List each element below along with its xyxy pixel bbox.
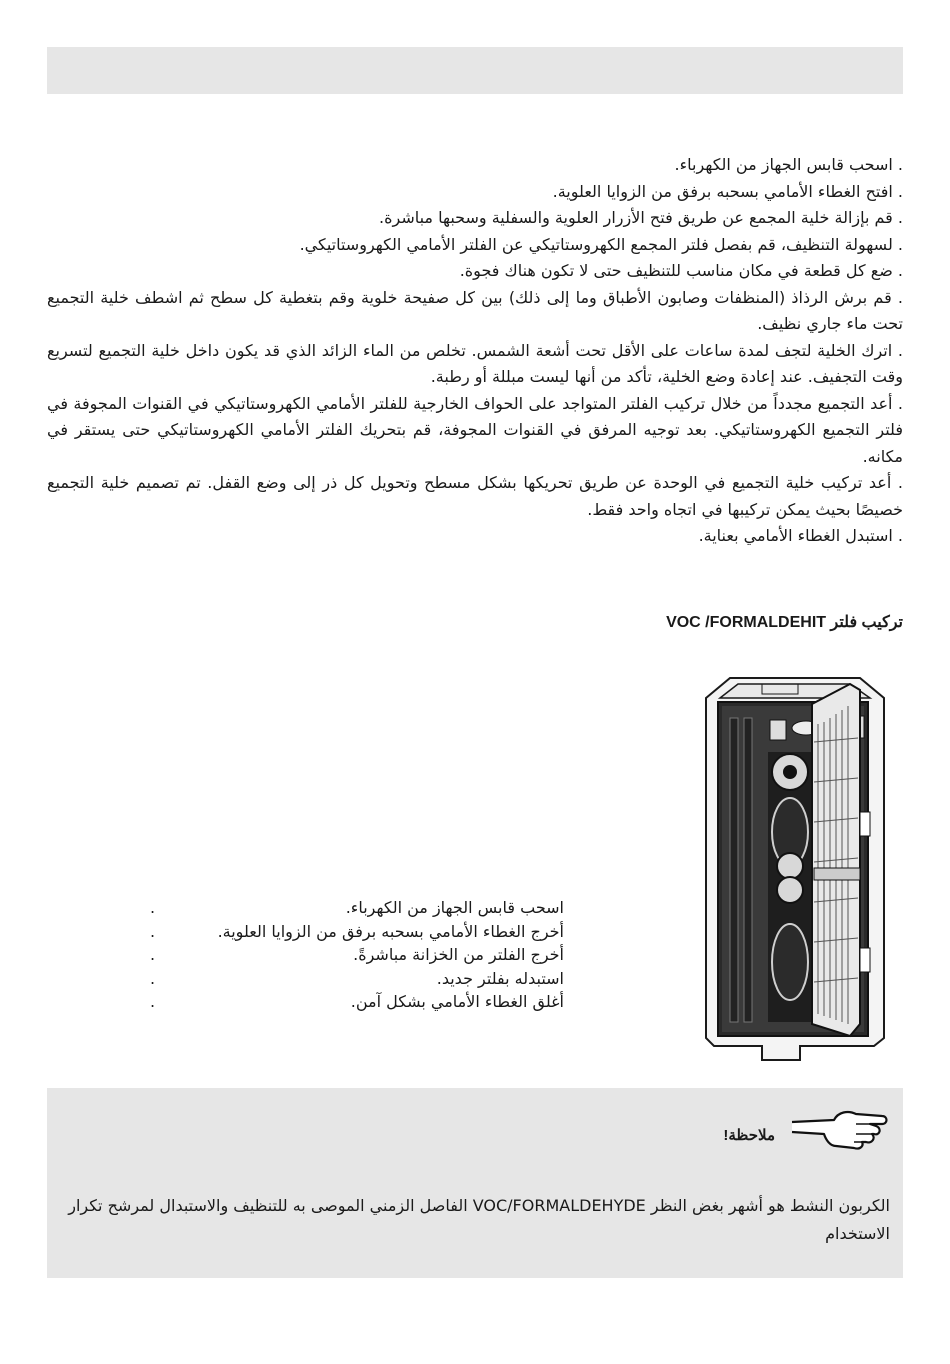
cleaning-step: . أعد التجميع مجدداً من خلال تركيب الفلتر المتواجد على الحواف الخارجية للفلتر الأمامي الكهروستاتيكي في القنوات المجوفة في فلتر التجميع الكهروستاتيكي. بعد توجيه المرفق في القنوات المجوفة، قم بتحريك الفلتر الأمامي الكهروستاتيكي حتى يستقر في مكانه. [47, 393, 903, 466]
cleaning-step: . قم برش الرذاذ (المنظفات وصابون الأطباق وما إلى ذلك) بين كل صفيحة خلوية وقم بتغطية كل سطح ثم اشطف خلية التجميع تحت ماء جاري نظيف. [47, 287, 903, 333]
note-label: ملاحظة! [723, 1127, 775, 1144]
list-item [150, 943, 630, 967]
filter-step-dot: . [150, 921, 156, 941]
note-text: الكربون النشط هو أشهر بغض النظر VOC/FORMALDEHYDE الفاصل الزمني الموصى به للتنظيف والاستبدال لمرشح تكرار الاستخدام [68, 1196, 890, 1243]
cleaning-step: . اسحب قابس الجهاز من الكهرباء. [674, 155, 903, 174]
note-box [47, 1088, 903, 1278]
cleaning-step: . اترك الخلية لتجف لمدة ساعات على الأقل تحت أشعة الشمس. تخلص من الماء الزائد الذي قد يكون داخل خلية التجميع لتسريع وقت التجفيف. عند إعادة وضع الخلية، تأكد من أنها ليست مبللة أو رطبة. [47, 340, 903, 386]
section-title: تركيب فلتر VOC /FORMALDEHIT [666, 614, 903, 631]
cleaning-step: . ضع كل قطعة في مكان مناسب للتنظيف حتى لا تكون هناك فجوة. [459, 261, 903, 280]
pointing-hand-icon [790, 1106, 890, 1150]
cleaning-step: . استبدل الغطاء الأمامي بعناية. [698, 526, 903, 545]
filter-step-text: أخرج الغطاء الأمامي بسحبه برفق من الزوايا العلوية. [217, 921, 564, 941]
list-item [150, 896, 630, 920]
filter-step-text: أخرج الفلتر من الخزانة مباشرةً. [353, 945, 564, 964]
filter-step-dot: . [150, 992, 156, 1011]
list-item [150, 967, 630, 991]
air-purifier-illustration [700, 672, 888, 1064]
filter-step-dot: . [150, 898, 156, 917]
filter-step-dot: . [150, 945, 156, 964]
cleaning-step: . قم بإزالة خلية المجمع عن طريق فتح الأزرار العلوية والسفلية وسحبها مباشرة. [379, 208, 903, 227]
cleaning-steps [47, 152, 903, 550]
filter-step-text: أغلق الغطاء الأمامي بشكل آمن. [350, 992, 564, 1011]
header-bar [47, 47, 903, 94]
cleaning-step: . لسهولة التنظيف، قم بفصل فلتر المجمع الكهروستاتيكي عن الفلتر الأمامي الكهروستاتيكي. [299, 234, 903, 254]
list-item [150, 920, 630, 944]
filter-step-dot: . [150, 968, 156, 988]
filter-step-text: اسحب قابس الجهاز من الكهرباء. [345, 898, 564, 917]
filter-step-text: استبدله بفلتر جديد. [436, 968, 564, 988]
filter-steps [150, 896, 630, 1014]
cleaning-step: . افتح الغطاء الأمامي بسحبه برفق من الزوايا العلوية. [552, 181, 903, 201]
cleaning-step: . أعد تركيب خلية التجميع في الوحدة عن طريق تحريكها بشكل مسطح وتحويل كل ذر إلى وضع القفل. تم تصميم خلية التجميع خصيصًا بحيث يمكن تركيبها في اتجاه واحد فقط. [47, 473, 903, 519]
list-item [150, 990, 630, 1014]
